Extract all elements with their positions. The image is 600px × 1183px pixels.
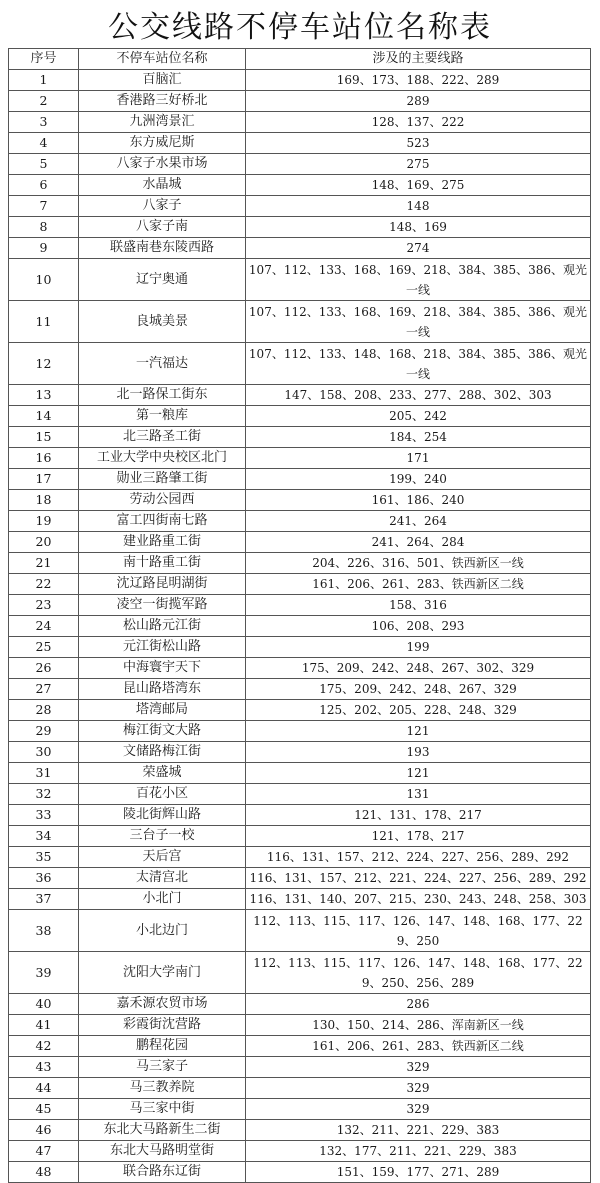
- station-name-cell: 劳动公园西: [79, 490, 246, 511]
- table-row: [9, 952, 591, 994]
- serial-number-cell: 24: [9, 616, 79, 637]
- table-row: [9, 1141, 591, 1162]
- table-row: [9, 637, 591, 658]
- routes-cell: 241、264: [246, 511, 591, 532]
- serial-number-cell: 37: [9, 889, 79, 910]
- serial-number-cell: 22: [9, 574, 79, 595]
- serial-number-cell: 11: [9, 301, 79, 343]
- routes-cell: 112、113、115、117、126、147、148、168、177、229、250、256、289: [246, 952, 591, 994]
- serial-number-cell: 16: [9, 448, 79, 469]
- table-row: [9, 826, 591, 847]
- serial-number-cell: 36: [9, 868, 79, 889]
- serial-number-cell: 41: [9, 1015, 79, 1036]
- serial-number-cell: 43: [9, 1057, 79, 1078]
- serial-number-cell: 28: [9, 700, 79, 721]
- station-name-cell: 中海寰宇天下: [79, 658, 246, 679]
- routes-cell: 125、202、205、228、248、329: [246, 700, 591, 721]
- station-name-cell: 彩霞街沈营路: [79, 1015, 246, 1036]
- station-name-cell: 第一粮库: [79, 406, 246, 427]
- routes-cell: 121: [246, 763, 591, 784]
- table-row: [9, 1057, 591, 1078]
- table-row: [9, 1120, 591, 1141]
- routes-cell: 107、112、133、148、168、218、384、385、386、观光一线: [246, 343, 591, 385]
- table-row: [9, 427, 591, 448]
- serial-number-cell: 9: [9, 238, 79, 259]
- serial-number-cell: 42: [9, 1036, 79, 1057]
- station-name-cell: 马三教养院: [79, 1078, 246, 1099]
- table-row: [9, 553, 591, 574]
- serial-number-cell: 33: [9, 805, 79, 826]
- serial-number-cell: 39: [9, 952, 79, 994]
- serial-number-cell: 31: [9, 763, 79, 784]
- routes-cell: 175、209、242、248、267、329: [246, 679, 591, 700]
- table-row: [9, 112, 591, 133]
- serial-number-cell: 35: [9, 847, 79, 868]
- serial-number-cell: 8: [9, 217, 79, 238]
- serial-number-cell: 5: [9, 154, 79, 175]
- station-name-cell: 三台子一校: [79, 826, 246, 847]
- table-row: [9, 658, 591, 679]
- routes-cell: 286: [246, 994, 591, 1015]
- header-station-name: 不停车站位名称: [79, 49, 246, 70]
- table-row: [9, 994, 591, 1015]
- table-row: [9, 448, 591, 469]
- serial-number-cell: 29: [9, 721, 79, 742]
- routes-cell: 148、169: [246, 217, 591, 238]
- routes-cell: 151、159、177、271、289: [246, 1162, 591, 1183]
- station-name-cell: 百花小区: [79, 784, 246, 805]
- serial-number-cell: 47: [9, 1141, 79, 1162]
- station-name-cell: 塔湾邮局: [79, 700, 246, 721]
- routes-cell: 148、169、275: [246, 175, 591, 196]
- table-row: [9, 910, 591, 952]
- table-row: [9, 805, 591, 826]
- station-name-cell: 荣盛城: [79, 763, 246, 784]
- serial-number-cell: 1: [9, 70, 79, 91]
- serial-number-cell: 38: [9, 910, 79, 952]
- table-row: [9, 700, 591, 721]
- routes-cell: 128、137、222: [246, 112, 591, 133]
- routes-cell: 112、113、115、117、126、147、148、168、177、229、250: [246, 910, 591, 952]
- routes-cell: 175、209、242、248、267、302、329: [246, 658, 591, 679]
- station-name-cell: 九洲湾景汇: [79, 112, 246, 133]
- station-name-cell: 文储路梅江街: [79, 742, 246, 763]
- serial-number-cell: 23: [9, 595, 79, 616]
- document-title: 公交线路不停车站位名称表: [108, 10, 492, 45]
- station-name-cell: 松山路元江街: [79, 616, 246, 637]
- station-name-cell: 鹏程花园: [79, 1036, 246, 1057]
- serial-number-cell: 40: [9, 994, 79, 1015]
- serial-number-cell: 45: [9, 1099, 79, 1120]
- station-name-cell: 联合路东辽街: [79, 1162, 246, 1183]
- table-body: [9, 70, 591, 1183]
- serial-number-cell: 15: [9, 427, 79, 448]
- station-name-cell: 沈阳大学南门: [79, 952, 246, 994]
- routes-cell: 161、206、261、283、铁西新区二线: [246, 574, 591, 595]
- station-name-cell: 辽宁奥通: [79, 259, 246, 301]
- station-name-cell: 马三家中街: [79, 1099, 246, 1120]
- table-row: [9, 1162, 591, 1183]
- routes-cell: 169、173、188、222、289: [246, 70, 591, 91]
- station-name-cell: 天后宫: [79, 847, 246, 868]
- station-name-cell: 太清宫北: [79, 868, 246, 889]
- station-name-cell: 八家子: [79, 196, 246, 217]
- routes-cell: 121: [246, 721, 591, 742]
- routes-cell: 329: [246, 1057, 591, 1078]
- table-row: [9, 133, 591, 154]
- routes-cell: 241、264、284: [246, 532, 591, 553]
- serial-number-cell: 27: [9, 679, 79, 700]
- non-stop-stations-table: [8, 48, 591, 1183]
- station-name-cell: 百脑汇: [79, 70, 246, 91]
- routes-cell: 131: [246, 784, 591, 805]
- station-name-cell: 富工四街南七路: [79, 511, 246, 532]
- table-row: [9, 196, 591, 217]
- station-name-cell: 勋业三路肇工街: [79, 469, 246, 490]
- table-row: [9, 175, 591, 196]
- table-row: [9, 574, 591, 595]
- table-row: [9, 259, 591, 301]
- routes-cell: 106、208、293: [246, 616, 591, 637]
- table-row: [9, 1099, 591, 1120]
- table-row: [9, 847, 591, 868]
- routes-cell: 204、226、316、501、铁西新区一线: [246, 553, 591, 574]
- routes-cell: 130、150、214、286、浑南新区一线: [246, 1015, 591, 1036]
- serial-number-cell: 3: [9, 112, 79, 133]
- table-row: [9, 343, 591, 385]
- table-row: [9, 616, 591, 637]
- table-row: [9, 91, 591, 112]
- serial-number-cell: 30: [9, 742, 79, 763]
- serial-number-cell: 12: [9, 343, 79, 385]
- station-name-cell: 东北大马路明堂街: [79, 1141, 246, 1162]
- routes-cell: 275: [246, 154, 591, 175]
- station-name-cell: 建业路重工街: [79, 532, 246, 553]
- serial-number-cell: 32: [9, 784, 79, 805]
- station-name-cell: 元江街松山路: [79, 637, 246, 658]
- station-name-cell: 八家子南: [79, 217, 246, 238]
- header-serial-number: 序号: [9, 49, 79, 70]
- serial-number-cell: 44: [9, 1078, 79, 1099]
- table-row: [9, 763, 591, 784]
- serial-number-cell: 21: [9, 553, 79, 574]
- routes-cell: 289: [246, 91, 591, 112]
- routes-cell: 523: [246, 133, 591, 154]
- routes-cell: 161、186、240: [246, 490, 591, 511]
- table-row: [9, 742, 591, 763]
- station-name-cell: 香港路三好桥北: [79, 91, 246, 112]
- serial-number-cell: 34: [9, 826, 79, 847]
- table-row: [9, 217, 591, 238]
- routes-cell: 329: [246, 1099, 591, 1120]
- routes-cell: 132、177、211、221、229、383: [246, 1141, 591, 1162]
- serial-number-cell: 19: [9, 511, 79, 532]
- station-name-cell: 北一路保工街东: [79, 385, 246, 406]
- table-row: [9, 1078, 591, 1099]
- serial-number-cell: 20: [9, 532, 79, 553]
- station-name-cell: 水晶城: [79, 175, 246, 196]
- serial-number-cell: 4: [9, 133, 79, 154]
- station-name-cell: 东方威尼斯: [79, 133, 246, 154]
- table-row: [9, 1036, 591, 1057]
- table-row: [9, 154, 591, 175]
- station-name-cell: 北三路圣工街: [79, 427, 246, 448]
- station-name-cell: 东北大马路新生二街: [79, 1120, 246, 1141]
- station-name-cell: 嘉禾源农贸市场: [79, 994, 246, 1015]
- routes-cell: 199: [246, 637, 591, 658]
- table-header-row: [9, 49, 591, 70]
- table-row: [9, 406, 591, 427]
- routes-cell: 329: [246, 1078, 591, 1099]
- routes-cell: 158、316: [246, 595, 591, 616]
- station-name-cell: 联盛南巷东陵西路: [79, 238, 246, 259]
- table-row: [9, 469, 591, 490]
- routes-cell: 116、131、157、212、224、227、256、289、292: [246, 847, 591, 868]
- table-row: [9, 868, 591, 889]
- routes-cell: 171: [246, 448, 591, 469]
- station-name-cell: 良城美景: [79, 301, 246, 343]
- serial-number-cell: 10: [9, 259, 79, 301]
- routes-cell: 121、178、217: [246, 826, 591, 847]
- serial-number-cell: 6: [9, 175, 79, 196]
- routes-cell: 107、112、133、168、169、218、384、385、386、观光一线: [246, 301, 591, 343]
- routes-cell: 161、206、261、283、铁西新区二线: [246, 1036, 591, 1057]
- routes-cell: 116、131、157、212、221、224、227、256、289、292: [246, 868, 591, 889]
- table-row: [9, 70, 591, 91]
- table-row: [9, 490, 591, 511]
- table-row: [9, 889, 591, 910]
- routes-cell: 148: [246, 196, 591, 217]
- serial-number-cell: 46: [9, 1120, 79, 1141]
- routes-cell: 193: [246, 742, 591, 763]
- serial-number-cell: 17: [9, 469, 79, 490]
- table-row: [9, 532, 591, 553]
- routes-cell: 147、158、208、233、277、288、302、303: [246, 385, 591, 406]
- table-row: [9, 238, 591, 259]
- station-name-cell: 凌空一街揽军路: [79, 595, 246, 616]
- routes-cell: 116、131、140、207、215、230、243、248、258、303: [246, 889, 591, 910]
- table-row: [9, 301, 591, 343]
- table-row: [9, 721, 591, 742]
- routes-cell: 184、254: [246, 427, 591, 448]
- serial-number-cell: 2: [9, 91, 79, 112]
- table-row: [9, 385, 591, 406]
- table-row: [9, 784, 591, 805]
- station-name-cell: 沈辽路昆明湖街: [79, 574, 246, 595]
- table-row: [9, 511, 591, 532]
- routes-cell: 205、242: [246, 406, 591, 427]
- header-routes: 涉及的主要线路: [246, 49, 591, 70]
- station-name-cell: 马三家子: [79, 1057, 246, 1078]
- station-name-cell: 南十路重工街: [79, 553, 246, 574]
- table-row: [9, 1015, 591, 1036]
- serial-number-cell: 48: [9, 1162, 79, 1183]
- serial-number-cell: 25: [9, 637, 79, 658]
- routes-cell: 199、240: [246, 469, 591, 490]
- table-row: [9, 679, 591, 700]
- routes-cell: 132、211、221、229、383: [246, 1120, 591, 1141]
- station-name-cell: 工业大学中央校区北门: [79, 448, 246, 469]
- table-row: [9, 595, 591, 616]
- station-name-cell: 一汽福达: [79, 343, 246, 385]
- serial-number-cell: 14: [9, 406, 79, 427]
- station-name-cell: 八家子水果市场: [79, 154, 246, 175]
- serial-number-cell: 7: [9, 196, 79, 217]
- station-name-cell: 小北边门: [79, 910, 246, 952]
- routes-cell: 107、112、133、168、169、218、384、385、386、观光一线: [246, 259, 591, 301]
- serial-number-cell: 18: [9, 490, 79, 511]
- station-name-cell: 梅江街文大路: [79, 721, 246, 742]
- routes-cell: 121、131、178、217: [246, 805, 591, 826]
- serial-number-cell: 13: [9, 385, 79, 406]
- routes-cell: 274: [246, 238, 591, 259]
- station-name-cell: 昆山路塔湾东: [79, 679, 246, 700]
- station-name-cell: 小北门: [79, 889, 246, 910]
- station-name-cell: 陵北街辉山路: [79, 805, 246, 826]
- serial-number-cell: 26: [9, 658, 79, 679]
